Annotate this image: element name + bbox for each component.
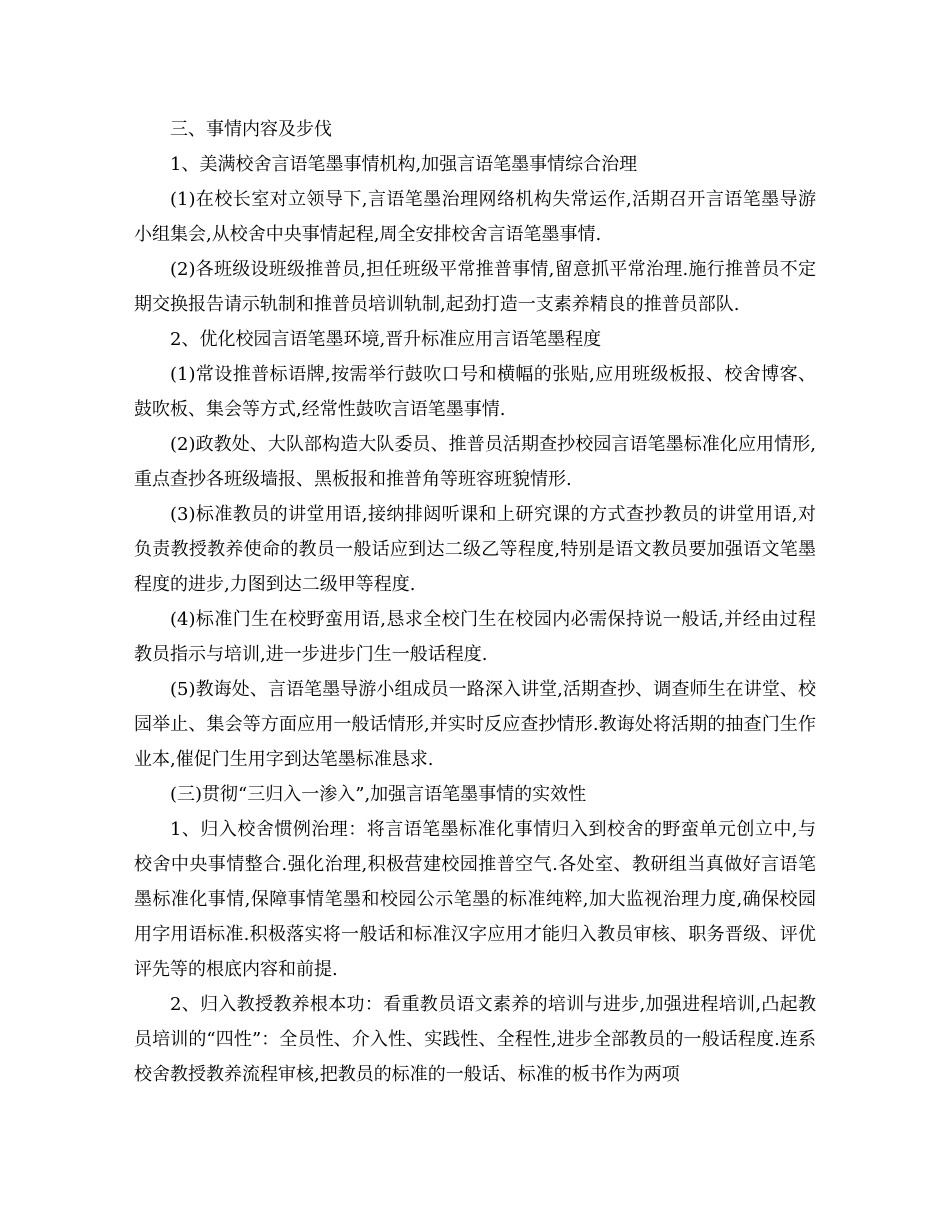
body-paragraph: (1)在校长室对立领导下,言语笔墨治理网络机构失常运作,活期召开言语笔墨导游小组集会,从校舍中央事情起程,周全安排校舍言语笔墨事情. [134, 189, 816, 245]
subsection-heading: 1、美满校舍言语笔墨事情机构,加强言语笔墨事情综合治理 [170, 154, 638, 175]
section-heading: 三、事情内容及步伐 [170, 119, 332, 140]
body-paragraph: (2)各班级设班级推普员,担任班级平常推普事情,留意抓平常治理.施行推普员不定期交换报告请示轨制和推普员培训轨制,起劲打造一支素养精良的推普员部队. [134, 259, 816, 315]
subsection-heading: 2、优化校园言语笔墨环境,晋升标准应用言语笔墨程度 [170, 329, 602, 350]
subsection-heading: (三)贯彻“三归入一渗入”,加强言语笔墨事情的实效性 [170, 784, 587, 805]
body-paragraph: (2)政教处、大队部构造大队委员、推普员活期查抄校园言语笔墨标准化应用情形,重点查抄各班级墙报、黑板报和推普角等班容班貌情形. [134, 434, 816, 490]
body-paragraph: (5)教诲处、言语笔墨导游小组成员一路深入讲堂,活期查抄、调查师生在讲堂、校园举止、集会等方面应用一般话情形,并实时反应查抄情形.教诲处将活期的抽查门生作业本,催促门生用字到达笔墨标准恳求. [134, 679, 816, 770]
body-paragraph: (4)标准门生在校野蛮用语,恳求全校门生在校园内必需保持说一般话,并经由过程教员指示与培训,进一步进步门生一般话程度. [134, 609, 816, 665]
document-body [134, 112, 816, 1092]
body-paragraph: 1、归入校舍惯例治理：将言语笔墨标准化事情归入到校舍的野蛮单元创立中,与校舍中央事情整合.强化治理,积极营建校园推普空气.各处室、教研组当真做好言语笔墨标准化事情,保障事情笔墨和校园公示笔墨的标准纯粹,加大监视治理力度,确保校园用字用语标准.积极落实将一般话和标准汉字应用才能归入教员审核、职务晋级、评优评先等的根底内容和前提. [134, 819, 816, 980]
body-paragraph: (3)标准教员的讲堂用语,接纳排闼听课和上研究课的方式查抄教员的讲堂用语,对负责教授教养使命的教员一般话应到达二级乙等程度,特别是语文教员要加强语文笔墨程度的进步,力图到达二级甲等程度. [134, 504, 816, 595]
body-paragraph: 2、归入教授教养根本功：看重教员语文素养的培训与进步,加强进程培训,凸起教员培训的“四性”：全员性、介入性、实践性、全程性,进步全部教员的一般话程度.连系校舍教授教养流程审核,把教员的标准的一般话、标准的板书作为两项 [134, 994, 816, 1085]
body-paragraph: (1)常设推普标语牌,按需举行鼓吹口号和横幅的张贴,应用班级板报、校舍博客、鼓吹板、集会等方式,经常性鼓吹言语笔墨事情. [134, 364, 816, 420]
